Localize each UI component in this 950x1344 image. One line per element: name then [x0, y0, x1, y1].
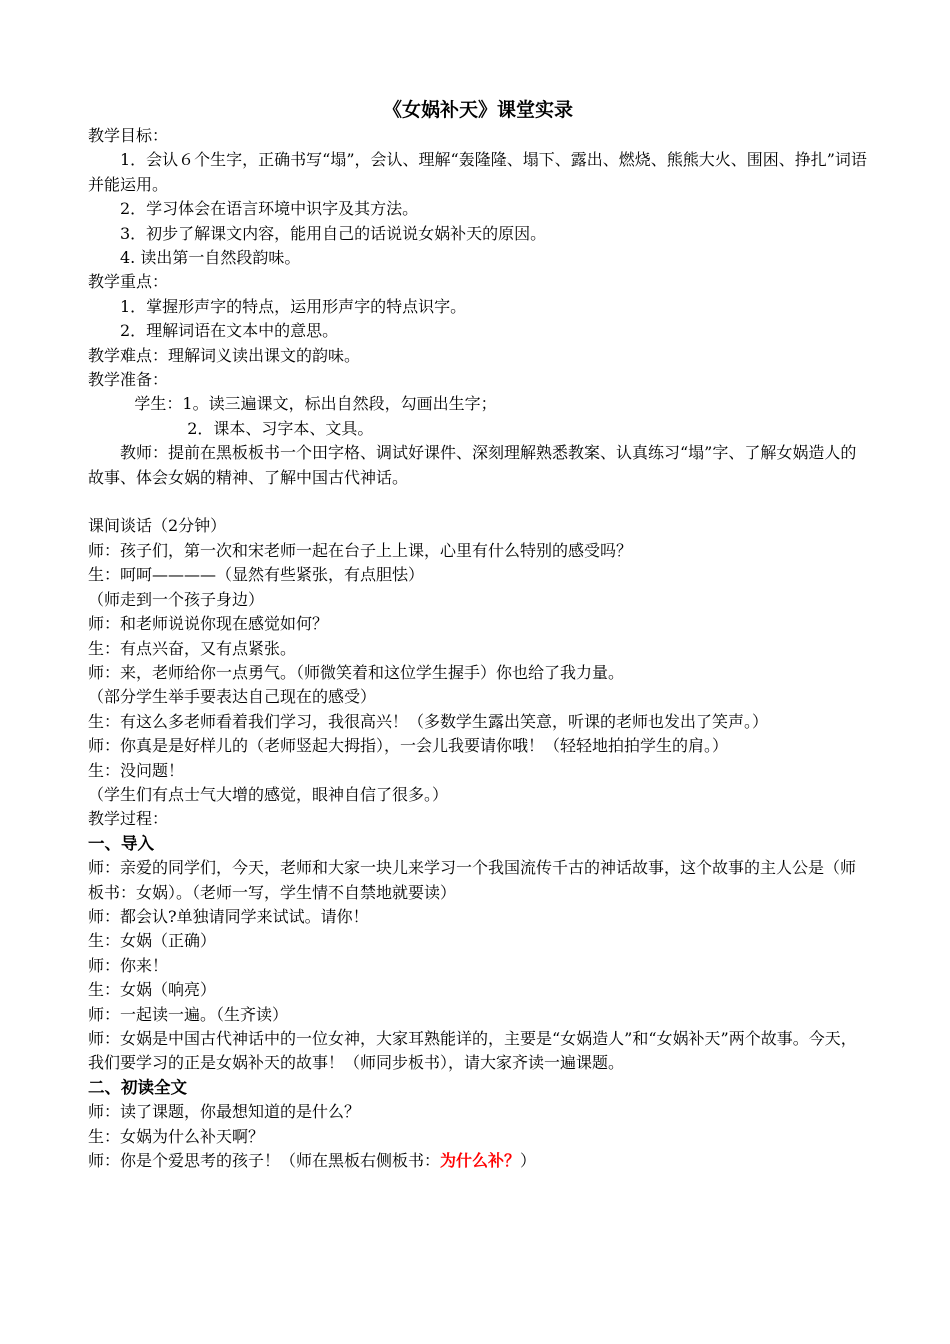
- chat-line: 生：没问题！: [88, 760, 185, 780]
- chat-line: 师：和老师说说你现在感觉如何？: [88, 614, 329, 634]
- dialogue-suffix: ）: [520, 1151, 537, 1171]
- chat-line: 师：来，老师给你一点勇气。（师微笑着和这位学生握手）你也给了我力量。: [88, 662, 625, 682]
- chat-line: 师：你真是是好样儿的（老师竖起大拇指），一会儿我要请你哦！（轻轻地拍拍学生的肩。）: [88, 736, 729, 756]
- objectives-heading: 教学目标：: [88, 126, 169, 145]
- process-heading: 教学过程：: [88, 809, 169, 829]
- chat-line: （师走到一个孩子身边）: [88, 589, 265, 609]
- preparation-block: [88, 368, 868, 490]
- objective-item-1: 1．会认６个生字，正确书写“塌”，会认、理解“轰隆隆、塌下、露出、燃烧、熊熊大火、围困、挣扎”词语并能运用。: [88, 150, 867, 194]
- objectives-block: [88, 124, 868, 270]
- dialogue-line-with-highlight: [88, 1149, 868, 1173]
- blank-line: [88, 490, 868, 514]
- dialogue-line: 师：读了课题，你最想知道的是什么？: [88, 1102, 361, 1122]
- chat-block: [88, 514, 868, 807]
- chat-line: 生：有点兴奋，又有点紧张。: [88, 638, 297, 658]
- chat-line: （部分学生举手要表达自己现在的感受）: [88, 687, 377, 707]
- preparation-heading: 教学准备：: [88, 370, 169, 390]
- document-page: [88, 96, 868, 1173]
- dialogue-line: 师：亲爱的同学们，今天，老师和大家一块儿来学习一个我国流传千古的神话故事，这个故事的主人公是（师板书：女娲）。（老师一写，学生情不自禁地就要读）: [88, 858, 857, 902]
- dialogue-line: 师：女娲是中国古代神话中的一位女神，大家耳熟能详的，主要是“女娲造人”和“女娲补天”两个故事。今天，我们要学习的正是女娲补天的故事！（师同步板书），请大家齐读一遍课题。: [88, 1029, 857, 1073]
- chat-heading: 课间谈话（2分钟）: [88, 516, 227, 536]
- key-point-item-2: 2．理解词语在文本中的意思。: [120, 321, 339, 341]
- dialogue-line: 师：你来！: [88, 955, 169, 975]
- chat-line: （学生们有点士气大增的感觉，眼神自信了很多。）: [88, 784, 449, 804]
- objective-item-4: 4. 读出第一自然段韵味。: [120, 248, 301, 268]
- dialogue-line: 师：一起读一遍。（生齐读）: [88, 1004, 289, 1024]
- key-point-item-1: 1．掌握形声字的特点，运用形声字的特点识字。: [120, 296, 467, 316]
- key-points-heading: 教学重点：: [88, 272, 169, 292]
- dialogue-line: 生：女娲为什么补天啊？: [88, 1126, 265, 1146]
- dialogue-prefix: 师：你是个爱思考的孩子！（师在黑板右侧板书：: [88, 1151, 441, 1171]
- objective-item-3: 3．初步了解课文内容，能用自己的话说说女娲补天的原因。: [120, 223, 547, 243]
- chat-line: 师：孩子们，第一次和宋老师一起在台子上上课，心里有什么特别的感受吗？: [88, 540, 633, 560]
- objective-item-2: 2．学习体会在语言环境中识字及其方法。: [120, 199, 419, 219]
- preparation-student-1: 学生：1。读三遍课文，标出自然段，勾画出生字；: [134, 394, 497, 414]
- section-2-title: 二、初读全文: [88, 1077, 187, 1097]
- process-block: [88, 807, 868, 1173]
- key-points-block: [88, 270, 868, 343]
- difficulty-line: 教学难点：理解词义读出课文的韵味。: [88, 345, 361, 365]
- board-highlight: 为什么补？: [440, 1151, 521, 1171]
- chat-line: 生：呵呵————（显然有些紧张，有点胆怯）: [88, 565, 425, 585]
- chat-line: 生：有这么多老师看着我们学习，我很高兴！（多数学生露出笑意，听课的老师也发出了笑声。）: [88, 711, 769, 731]
- preparation-student-2: 2．课本、习字本、文具。: [187, 418, 374, 438]
- section-1-title: 一、导入: [88, 833, 154, 853]
- preparation-teacher: 教师：提前在黑板板书一个田字格、调试好课件、深刻理解熟悉教案、认真练习“塌”字、了解女娲造人的故事、体会女娲的精神、了解中国古代神话。: [88, 443, 857, 487]
- document-title: 《女娲补天》课堂实录: [382, 99, 573, 121]
- dialogue-line: 生：女娲（正确）: [88, 931, 217, 951]
- dialogue-line: 师：都会认?单独请同学来试试。请你！: [88, 906, 369, 926]
- dialogue-line: 生：女娲（响亮）: [88, 980, 217, 1000]
